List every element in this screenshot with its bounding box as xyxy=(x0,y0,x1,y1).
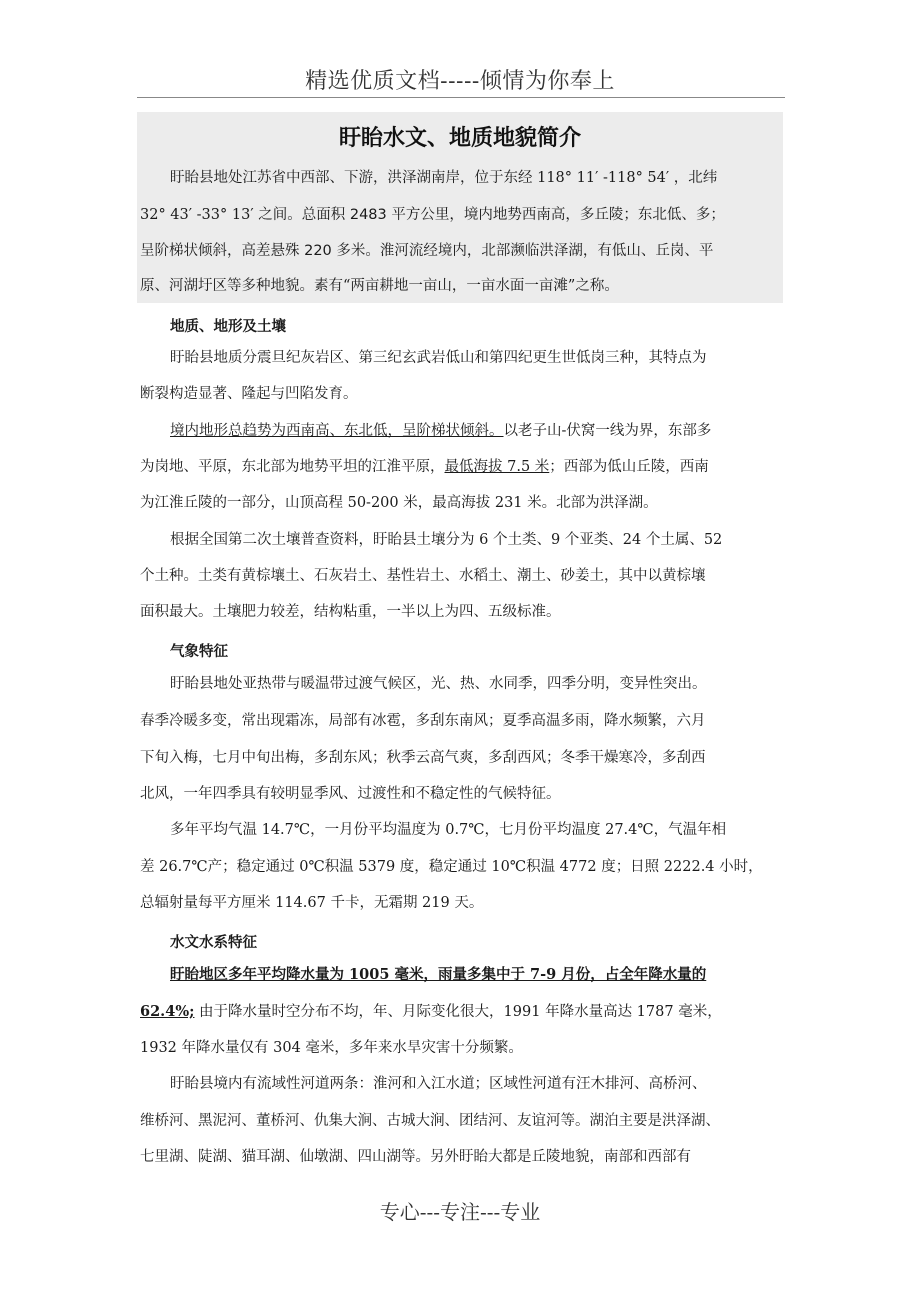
hydrology-p2-line-3: 七里湖、陡湖、猫耳湖、仙墩湖、四山湖等。另外盱眙大都是丘陵地貌，南部和西部有 xyxy=(140,1149,691,1165)
page-footer: 专心---专注---专业 xyxy=(379,1200,541,1224)
hydrology-p1-line-3: 1932 年降水量仅有 304 毫米，多年来水旱灾害十分频繁。 xyxy=(140,1040,523,1056)
intro-line-4: 原、河湖圩区等多种地貌。素有“两亩耕地一亩山，一亩水面一亩滩”之称。 xyxy=(140,278,619,294)
climate-p1-line-3: 下旬入梅，七月中旬出梅，多刮东风；秋季云高气爽，多刮西风；冬季干燥寒冷，多刮西 xyxy=(140,750,706,766)
geology-p2-line-1: 境内地形总趋势为西南高、东北低，呈阶梯状倾斜。以老子山-伏窝一线为界，东部多 xyxy=(170,423,712,439)
page-header: 精选优质文档-----倾情为你奉上 xyxy=(305,69,615,94)
climate-p2-line-2: 差 26.7℃产；稳定通过 0℃积温 5379 度，稳定通过 10℃积温 4772 度；日照 2222.4 小时， xyxy=(140,859,763,875)
document-title: 盱眙水文、地质地貌简介 xyxy=(338,126,581,151)
climate-p2-line-3: 总辐射量每平方厘米 114.67 千卡，无霜期 219 天。 xyxy=(140,895,484,911)
climate-p1-line-2: 春季冷暖多变，常出现霜冻，局部有冰雹，多刮东南风；夏季高温多雨，降水频繁，六月 xyxy=(140,713,706,729)
section-heading-geology: 地质、地形及土壤 xyxy=(170,319,286,335)
soil-p3-line-1: 根据全国第二次土壤普查资料，盱眙县土壤分为 6 个土类、9 个亚类、24 个土属、52 xyxy=(170,532,723,548)
climate-p1-line-1: 盱眙县地处亚热带与暖温带过渡气候区，光、热、水同季，四季分明，变异性突出。 xyxy=(170,676,707,692)
intro-line-1: 盱眙县地处江苏省中西部、下游，洪泽湖南岸，位于东经 118° 11′ -118° 54′ ，北纬 xyxy=(170,170,718,186)
hydrology-p1-line-1: 盱眙地区多年平均降水量为 1005 毫米，雨量多集中于 7-9 月份，占全年降水量的 xyxy=(170,966,707,983)
section-heading-hydrology: 水文水系特征 xyxy=(170,935,257,951)
hydrology-p2-line-1: 盱眙县境内有流域性河道两条：淮河和入江水道；区域性河道有汪木排河、高桥河、 xyxy=(170,1076,707,1092)
geology-p1-line-1: 盱眙县地质分震旦纪灰岩区、第三纪玄武岩低山和第四纪更生世低岗三种，其特点为 xyxy=(170,350,707,366)
geology-p2-line-2: 为岗地、平原，东北部为地势平坦的江淮平原，最低海拔 7.5 米；西部为低山丘陵，西南 xyxy=(140,459,709,475)
climate-p1-line-4: 北风，一年四季具有较明显季风、过渡性和不稳定性的气候特征。 xyxy=(140,786,561,802)
soil-p3-line-3: 面积最大。土壤肥力较差，结构粘重，一半以上为四、五级标准。 xyxy=(140,604,561,620)
geology-p1-line-2: 断裂构造显著、隆起与凹陷发育。 xyxy=(140,386,358,402)
hydrology-p2-line-2: 维桥河、黑泥河、董桥河、仇集大涧、古城大涧、团结河、友谊河等。湖泊主要是洪泽湖、 xyxy=(140,1113,720,1129)
hydrology-p1-line-2: 62.4%; 由于降水量时空分布不均，年、月际变化很大，1991 年降水量高达 1787 毫米， xyxy=(140,1003,722,1020)
section-heading-climate: 气象特征 xyxy=(170,644,228,660)
geology-p2-line-3: 为江淮丘陵的一部分，山顶高程 50-200 米，最高海拔 231 米。北部为洪泽湖。 xyxy=(140,495,658,511)
intro-line-3: 呈阶梯状倾斜，高差悬殊 220 多米。淮河流经境内，北部濒临洪泽湖，有低山、丘岗、平 xyxy=(140,243,714,259)
soil-p3-line-2: 个土种。土类有黄棕壤土、石灰岩土、基性岩土、水稻土、潮土、砂姜土，其中以黄棕壤 xyxy=(140,568,706,584)
intro-line-2: 32° 43′ -33° 13′ 之间。总面积 2483 平方公里，境内地势西南高，多丘陵；东北低、多； xyxy=(140,207,725,223)
header-rule xyxy=(137,97,785,98)
climate-p2-line-1: 多年平均气温 14.7℃，一月份平均温度为 0.7℃，七月份平均温度 27.4℃，气温年相 xyxy=(170,822,727,838)
